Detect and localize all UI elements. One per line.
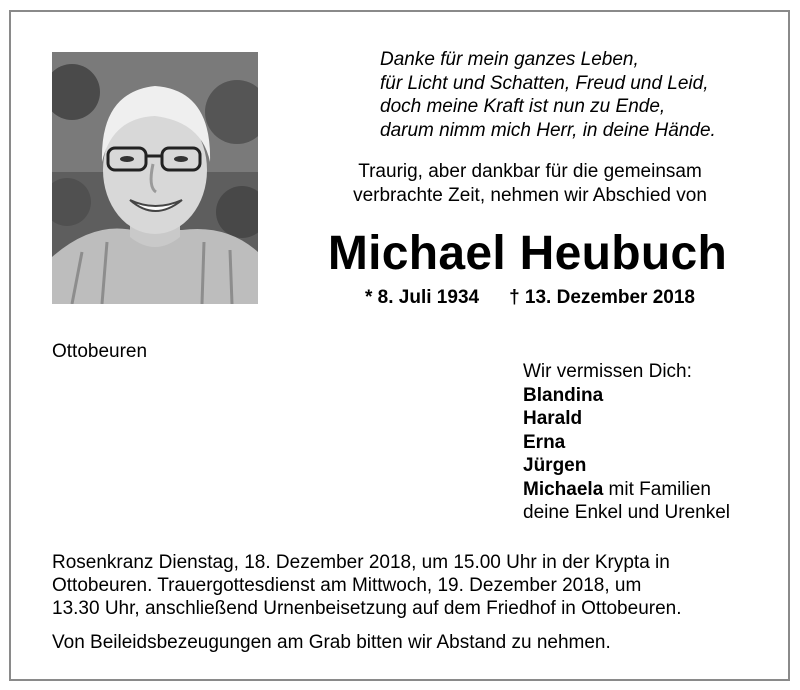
birth-date: * 8. Juli 1934 [365, 287, 480, 308]
intro-line: verbrachte Zeit, nehmen wir Abschied von [353, 185, 707, 206]
poem-line: Danke für mein ganzes Leben, [380, 49, 639, 70]
deceased-name: Michael Heubuch [327, 227, 728, 280]
poem [380, 48, 780, 142]
mourner-name: Jürgen [523, 455, 587, 476]
life-dates [300, 286, 760, 310]
service-info [52, 551, 772, 654]
poem-line: darum nimm mich Herr, in deine Hände. [380, 119, 716, 141]
mourners-list [523, 360, 730, 525]
mourner-name: Harald [523, 408, 583, 429]
mourners-heading: Wir vermissen Dich: [523, 361, 692, 382]
service-line: Rosenkranz Dienstag, 18. Dezember 2018, um 15.00 Uhr in der Krypta in [52, 552, 670, 573]
home-place: Ottobeuren [52, 341, 148, 362]
portrait-photo [52, 52, 258, 304]
death-date: † 13. Dezember 2018 [509, 287, 695, 308]
grandchildren-line: deine Enkel und Urenkel [523, 502, 731, 523]
intro-text [305, 160, 755, 208]
poem-line: doch meine Kraft ist nun zu Ende, [380, 96, 666, 117]
service-line: Ottobeuren. Trauergottesdienst am Mittwoch, 19. Dezember 2018, um [52, 575, 642, 596]
mourner-name: Blandina [523, 384, 604, 406]
intro-line: Traurig, aber dankbar für die gemeinsam [358, 161, 702, 182]
mourner-suffix: mit Familien [603, 478, 711, 500]
closing-note: Von Beileidsbezeugungen am Grab bitten wir Abstand zu nehmen. [52, 632, 611, 653]
poem-line: für Licht und Schatten, Freud und Leid, [380, 72, 709, 94]
mourner-name: Michaela [523, 478, 604, 500]
portrait-illustration [52, 52, 258, 304]
mourner-name: Erna [523, 431, 566, 453]
mourner-line [523, 478, 730, 502]
service-line: 13.30 Uhr, anschließend Urnenbeisetzung auf dem Friedhof in Ottobeuren. [52, 598, 682, 619]
